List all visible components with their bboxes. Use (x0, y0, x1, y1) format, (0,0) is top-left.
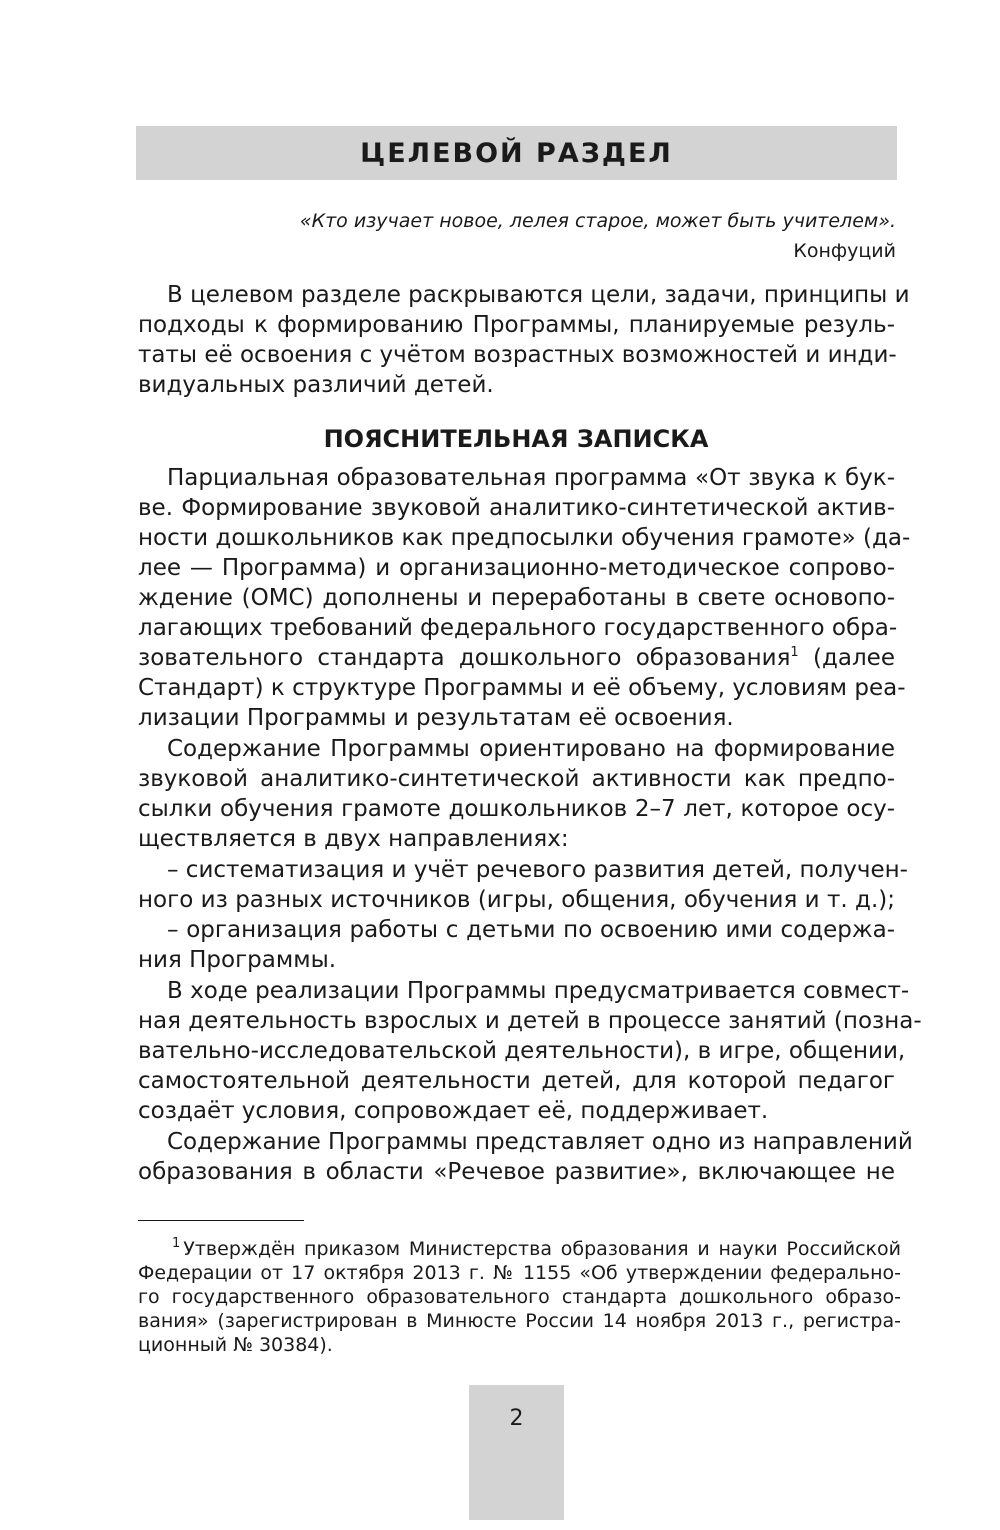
list-item-line: ного из разных источников (игры, общения, обучения и т. д.); (138, 887, 895, 913)
paragraph-line: Стандарт) к структуре Программы и её объему, условиям реа- (138, 675, 906, 701)
footnote-line: го государственного образовательного стандарта дошкольного образо- (138, 1286, 901, 1308)
paragraph-line: лагающих требований федерального государственного обра- (138, 615, 898, 641)
intro-line: подходы к формированию Программы, планируемые резуль- (138, 312, 895, 338)
footnote-line: ционный № 30384). (138, 1334, 333, 1356)
paragraph-line: ве. Формирование звуковой аналитико-синтетической актив- (138, 495, 895, 521)
paragraph-line: Содержание Программы ориентировано на формирование (167, 736, 895, 762)
paragraph-line-with-footnote-ref (138, 643, 895, 673)
footnote-divider (138, 1220, 304, 1221)
paragraph-line: создаёт условия, сопровождает её, поддерживает. (138, 1098, 769, 1124)
paragraph-line: ная деятельность взрослых и детей в процессе занятий (позна- (138, 1008, 922, 1034)
paragraph-line-text: (далее (798, 645, 895, 671)
paragraph-line: сылки обучения грамоте дошкольников 2–7 лет, которое осу- (138, 796, 895, 822)
footnote-reference[interactable]: 1 (790, 645, 799, 660)
paragraph-line-text: зовательного стандарта дошкольного образования (138, 645, 791, 671)
epigraph (136, 206, 896, 266)
footnote-text: Утверждён приказом Министерства образования и науки Российской (183, 1238, 901, 1260)
subheading: ПОЯСНИТЕЛЬНАЯ ЗАПИСКА (323, 425, 709, 453)
intro-line: видуальных различий детей. (138, 372, 494, 398)
epigraph-quote: «Кто изучает новое, лелея старое, может быть учителем». (299, 210, 896, 232)
list-item-line: – систематизация и учёт речевого развития детей, получен- (167, 857, 908, 883)
footnote-marker: 1 (172, 1236, 181, 1251)
paragraph-line: вательно-исследовательской деятельности), в игре, общении, (138, 1038, 906, 1064)
footnote-line: вания» (зарегистрирован в Минюсте России 14 ноября 2013 г., регистра- (138, 1310, 901, 1332)
paragraph-line: ществляется в двух направлениях: (138, 826, 569, 852)
intro-line: В целевом разделе раскрываются цели, задачи, принципы и (167, 282, 910, 308)
paragraph-line: В ходе реализации Программы предусматривается совмест- (167, 978, 910, 1004)
paragraph-line: ности дошкольников как предпосылки обучения грамоте» (да- (138, 525, 911, 551)
paragraph-line: Парциальная образовательная программа «От звука к бук- (167, 465, 895, 491)
paragraph-line: Содержание Программы представляет одно из направлений (167, 1129, 913, 1155)
section-banner (136, 126, 897, 180)
list-item-line: – организация работы с детьми по освоению ими содержа- (167, 917, 895, 943)
paragraph-line: образования в области «Речевое развитие», включающее не (138, 1159, 895, 1185)
paragraph-line: ждение (ОМС) дополнены и переработаны в свете основопо- (138, 585, 895, 611)
epigraph-author: Конфуций (793, 240, 896, 262)
paragraph-line: самостоятельной деятельности детей, для которой педагог (138, 1068, 895, 1094)
page-number-box (469, 1385, 564, 1520)
list-item-line: ния Программы. (138, 947, 337, 973)
paragraph-line: звуковой аналитико-синтетической активности как предпо- (138, 766, 895, 792)
intro-line: таты её освоения с учётом возрастных возможностей и инди- (138, 342, 897, 368)
paragraph-line: лизации Программы и результатам её освоения. (138, 705, 734, 731)
footnote-line (172, 1237, 901, 1261)
footnote-line: Федерации от 17 октября 2013 г. № 1155 «Об утверждении федерально- (138, 1262, 901, 1284)
section-title: ЦЕЛЕВОЙ РАЗДЕЛ (360, 137, 673, 169)
paragraph-line: лее — Программа) и организационно-методическое сопрово- (138, 555, 895, 581)
page-number: 2 (509, 1406, 524, 1431)
